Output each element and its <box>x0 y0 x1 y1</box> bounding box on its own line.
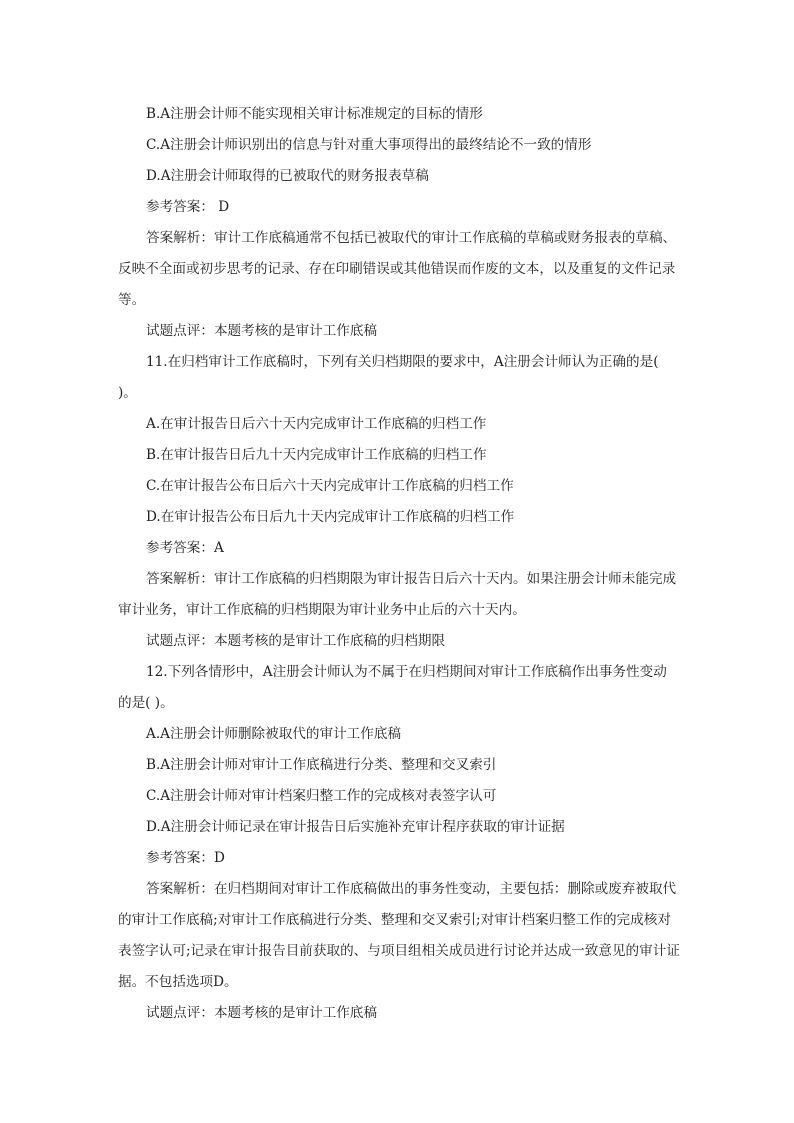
q12-option-a: A.A注册会计师删除被取代的审计工作底稿 <box>146 726 402 742</box>
q10-analysis: 答案解析：审计工作底稿通常不包括已被取代的审计工作底稿的草稿或财务报表的草稿、反映不全面或初步思考的记录、存在印刷错误或其他错误而作废的文本，以及重复的文件记录等。 <box>118 230 677 308</box>
q11-question: 11.在归档审计工作底稿时，下列有关归档期限的要求中，A注册会计师认为正确的是( )。 <box>118 354 663 401</box>
q10-answer: 参考答案： D <box>146 199 230 215</box>
q11-answer: 参考答案：A <box>146 540 224 556</box>
q10-option-d: D.A注册会计师取得的已被取代的财务报表草稿 <box>146 168 429 184</box>
q11-comment: 试题点评：本题考核的是审计工作底稿的归档期限 <box>146 633 446 649</box>
q11-option-d: D.在审计报告公布日后九十天内完成审计工作底稿的归档工作 <box>146 509 515 525</box>
document-body <box>118 99 680 1029</box>
q12-question: 12.下列各情形中，A注册会计师认为不属于在归档期间对审计工作底稿作出事务性变动的是( )。 <box>118 664 667 711</box>
q12-analysis: 答案解析：在归档期间对审计工作底稿做出的事务性变动，主要包括：删除或废弃被取代的审计工作底稿;对审计工作底稿进行分类、整理和交叉索引;对审计档案归整工作的完成核对表签字认可;记录在审计报告目前获取的、与项目组相关成员进行讨论并达成一致意见的审计证据。不包括选项D。 <box>118 881 680 990</box>
q12-option-c: C.A注册会计师对审计档案归整工作的完成核对表签字认可 <box>146 788 497 804</box>
q10-option-b: B.A注册会计师不能实现相关审计标准规定的目标的情形 <box>146 106 483 122</box>
q10-comment: 试题点评：本题考核的是审计工作底稿 <box>146 323 378 339</box>
q12-option-b: B.A注册会计师对审计工作底稿进行分类、整理和交叉索引 <box>146 757 497 773</box>
q11-analysis: 答案解析：审计工作底稿的归档期限为审计报告日后六十天内。如果注册会计师未能完成审计业务，审计工作底稿的归档期限为审计业务中止后的六十天内。 <box>118 571 677 618</box>
q12-option-d: D.A注册会计师记录在审计报告日后实施补充审计程序获取的审计证据 <box>146 819 565 835</box>
q12-answer: 参考答案：D <box>146 850 225 866</box>
q11-option-b: B.在审计报告日后九十天内完成审计工作底稿的归档工作 <box>146 447 487 463</box>
q11-option-a: A.在审计报告日后六十天内完成审计工作底稿的归档工作 <box>146 416 487 432</box>
q12-comment: 试题点评：本题考核的是审计工作底稿 <box>146 1005 378 1021</box>
q10-option-c: C.A注册会计师识别出的信息与针对重大事项得出的最终结论不一致的情形 <box>146 137 592 153</box>
q11-option-c: C.在审计报告公布日后六十天内完成审计工作底稿的归档工作 <box>146 478 514 494</box>
